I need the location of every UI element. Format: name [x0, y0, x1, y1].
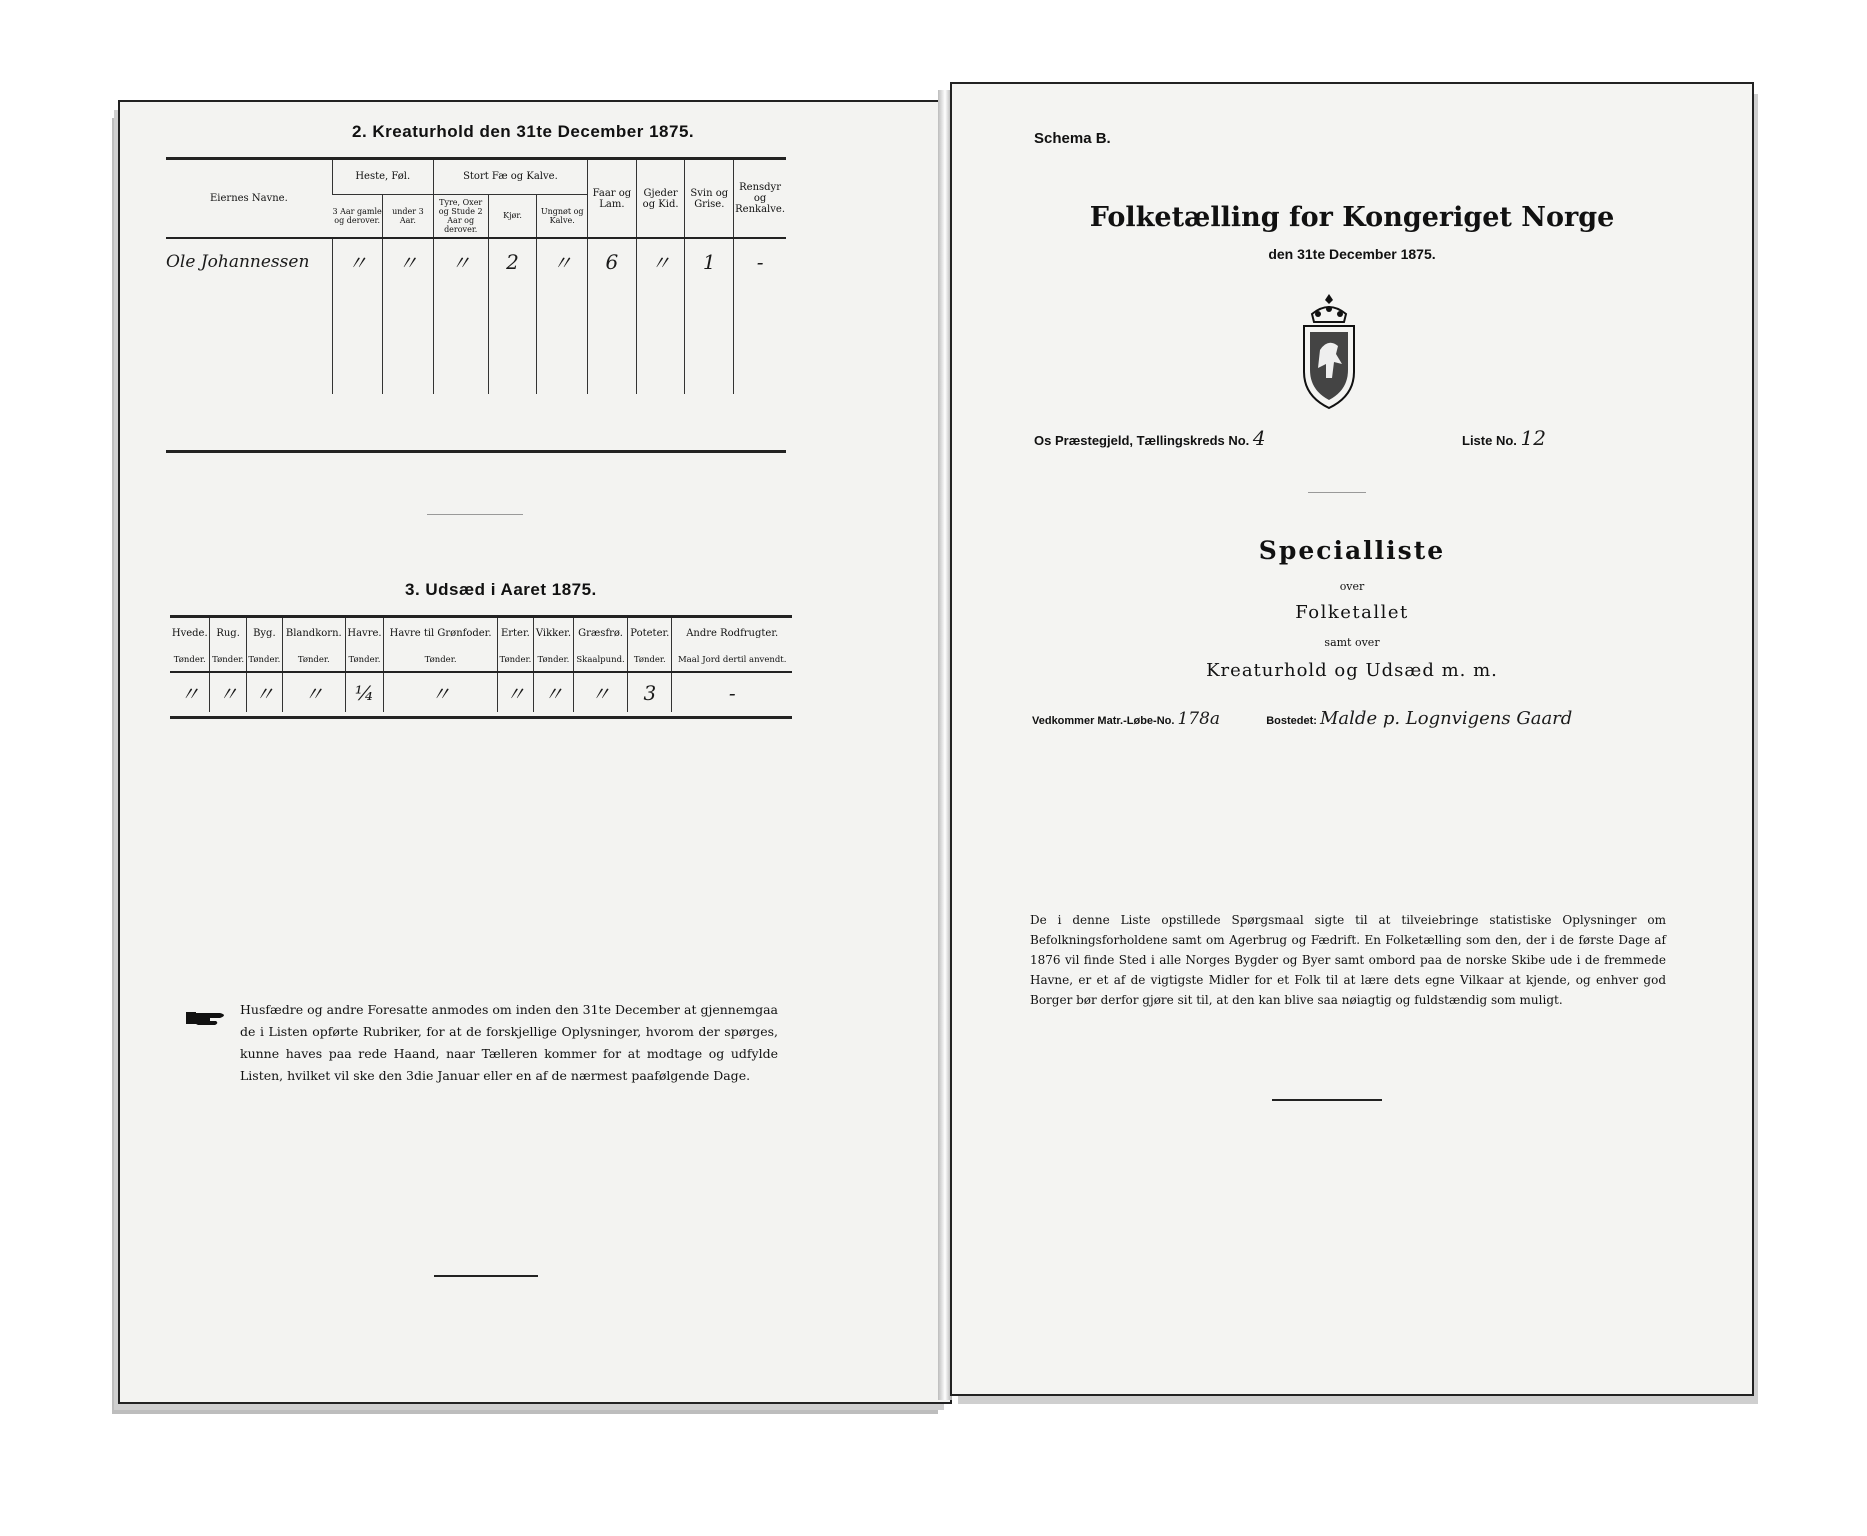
- heste-col-2: under 3 Aar.: [383, 194, 434, 238]
- udsaed-header: Havre.: [345, 618, 384, 648]
- udsaed-unit: Tønder.: [384, 648, 497, 672]
- udsaed-header: Andre Rodfrugter.: [672, 618, 792, 648]
- gjeder-header: Gjeder og Kid.: [636, 160, 685, 238]
- owner-name: Ole Johannessen: [166, 251, 310, 272]
- udsaed-header: Vikker.: [534, 618, 574, 648]
- footnote-text: De i denne Liste opstillede Spørgsmaal sigte til at tilveiebringe statistiske Oplysninger om Befolkningsforholdene samt om Agerbrug og Fædrift. En Folketælling som den, der i de første Dage af 1876 vil finde Sted i alle Norges Bygder og Byer samt ombord paa de norske Skibe ude i de fremmede Havne, er et af de vigtigste Midler for et Folk til at lære dets egne Vilkaar at kjende, og enhver god Borger bør derfor gjøre sit til, at den kan blive saa nøiagtig og fuldstændig som muligt.: [1030, 913, 1666, 1007]
- udsaed-header: Havre til Grønfoder.: [384, 618, 497, 648]
- udsaed-value: 〃: [384, 672, 497, 712]
- matr-label: Vedkommer Matr.-Løbe-No.: [1032, 715, 1175, 727]
- udsaed-header: Blandkorn.: [282, 618, 345, 648]
- pointing-hand-icon: [186, 1007, 230, 1029]
- bosted-value: Malde p. Lognvigens Gaard: [1320, 708, 1573, 729]
- cell-stort-2: 2: [488, 238, 537, 284]
- coat-of-arms-icon: [1298, 292, 1360, 412]
- divider: [1272, 1099, 1382, 1101]
- kreaturhold-text: Kreaturhold og Udsæd m. m.: [1206, 660, 1498, 681]
- udsaed-value: 3: [628, 672, 672, 712]
- udsaed-unit: Tønder.: [210, 648, 246, 672]
- table-row: [166, 350, 786, 372]
- udsaed-unit: Tønder.: [282, 648, 345, 672]
- udsaed-value: 〃: [573, 672, 627, 712]
- heste-col-1: 3 Aar gamle og derover.: [332, 206, 382, 225]
- over-text: over: [1339, 580, 1365, 593]
- bosted-label: Bostedet:: [1266, 715, 1317, 727]
- table-row: [170, 672, 792, 712]
- stort-col-3: Ungnøt og Kalve.: [537, 194, 588, 238]
- stort-group-header: Stort Fæ og Kalve.: [433, 160, 587, 194]
- udsaed-unit: Tønder.: [173, 654, 206, 665]
- udsaed-value: 〃: [246, 672, 282, 712]
- udsaed-bottom-rule: [170, 716, 792, 719]
- heste-group-header: Heste, Føl.: [332, 160, 433, 194]
- form-date: den 31te December 1875.: [1268, 246, 1436, 262]
- rensdyr-header: Rensdyr og Renkalve.: [734, 160, 786, 238]
- stort-col-1: Tyre, Oxer og Stude 2 Aar og derover.: [433, 194, 488, 238]
- udsaed-header: Poteter.: [628, 618, 672, 648]
- specialliste-heading: Specialliste: [1258, 536, 1446, 565]
- table-bottom-rule: [166, 450, 786, 453]
- udsaed-header: Erter.: [497, 618, 533, 648]
- section2-title: 2. Kreaturhold den 31te December 1875.: [352, 122, 695, 141]
- udsaed-value: 〃: [210, 672, 246, 712]
- udsaed-header: Byg.: [246, 618, 282, 648]
- udsaed-unit: Tønder.: [345, 648, 384, 672]
- udsaed-value: ¼: [345, 672, 384, 712]
- section3-title: 3. Udsæd i Aaret 1875.: [405, 580, 597, 599]
- table-row: [166, 238, 786, 284]
- right-page: [950, 82, 1754, 1396]
- faar-header: Faar og Lam.: [588, 160, 637, 238]
- udsaed-value: 〃: [282, 672, 345, 712]
- divider: [434, 1275, 538, 1277]
- livestock-table: [166, 160, 786, 394]
- samt-over-text: samt over: [1324, 636, 1380, 649]
- divider: [427, 514, 523, 515]
- cell-rensdyr: -: [734, 238, 786, 284]
- udsaed-table: [170, 618, 792, 712]
- schema-label: Schema B.: [1034, 130, 1111, 147]
- location-line: [1034, 426, 1534, 450]
- notice-text: Husfædre og andre Foresatte anmodes om inden den 31te December at gjennemgaa de i Listen opførte Rubriker, for at de forskjellige Oplysninger, hvorom der spørges, kunne haves paa rede Haand, naar Tælleren kommer for at modtage og udfylde Listen, hvilket vil ske den 3die Januar eller en af de nærmest paafølgende Dage.: [240, 1002, 778, 1083]
- table-row: [166, 306, 786, 328]
- udsaed-unit: Skaalpund.: [573, 648, 627, 672]
- udsaed-value: 〃: [179, 682, 200, 706]
- cell-faar: 6: [588, 238, 637, 284]
- udsaed-value: 〃: [497, 672, 533, 712]
- stort-col-2: Kjør.: [488, 194, 537, 238]
- udsaed-unit: Maal Jord dertil anvendt.: [672, 648, 792, 672]
- udsaed-unit: Tønder.: [497, 648, 533, 672]
- left-page: [118, 100, 952, 1404]
- matr-line: [1032, 708, 1732, 729]
- cell-svin: 1: [685, 238, 734, 284]
- cell-gjeder: 〃: [636, 238, 685, 284]
- udsaed-header: Rug.: [210, 618, 246, 648]
- table-row: [166, 372, 786, 394]
- liste-line: [1462, 426, 1662, 450]
- udsaed-unit: Tønder.: [628, 648, 672, 672]
- table-row: [166, 284, 786, 306]
- udsaed-value: -: [672, 672, 792, 712]
- owner-header: Eiernes Navne.: [210, 193, 288, 204]
- cell-heste-1: 〃: [332, 238, 382, 284]
- svin-header: Svin og Grise.: [685, 160, 734, 238]
- prestegjeld-label: Præstegjeld, Tællingskreds No.: [1054, 433, 1250, 448]
- udsaed-unit: Tønder.: [534, 648, 574, 672]
- udsaed-header: Hvede.: [171, 627, 208, 639]
- cell-stort-1: 〃: [433, 238, 488, 284]
- udsaed-value: 〃: [534, 672, 574, 712]
- form-title: Folketælling for Kongeriget Norge: [1089, 202, 1615, 233]
- folketallet-text: Folketallet: [1295, 602, 1409, 623]
- cell-stort-3: 〃: [537, 238, 588, 284]
- kreds-no: 4: [1252, 426, 1266, 450]
- prestegjeld-value: Os: [1034, 433, 1052, 448]
- matr-no: 178a: [1177, 709, 1221, 729]
- table-row: [166, 328, 786, 350]
- cell-heste-2: 〃: [383, 238, 434, 284]
- liste-no: 12: [1520, 426, 1546, 450]
- udsaed-unit: Tønder.: [246, 648, 282, 672]
- udsaed-header: Græsfrø.: [573, 618, 627, 648]
- divider: [1308, 492, 1366, 493]
- liste-label: Liste No.: [1462, 433, 1517, 448]
